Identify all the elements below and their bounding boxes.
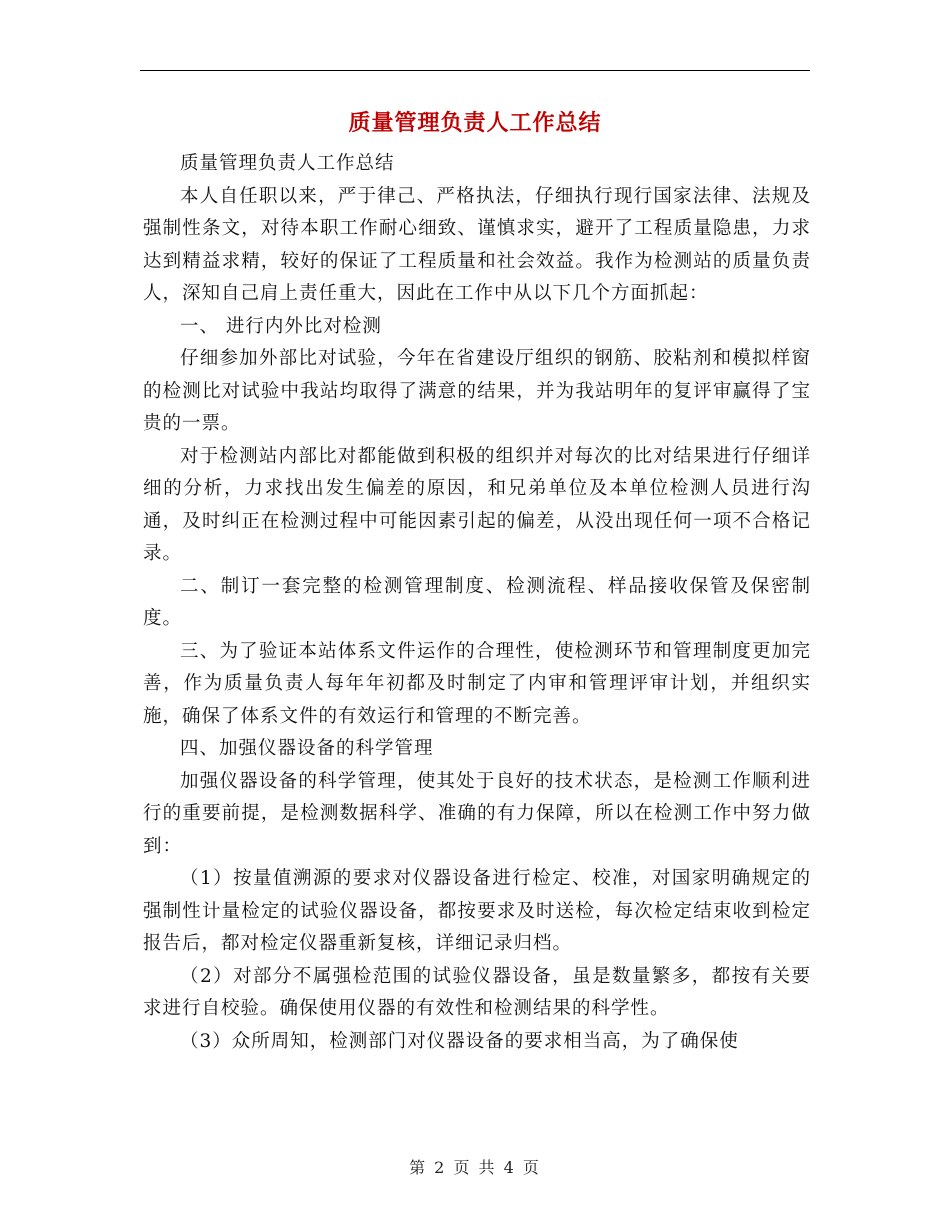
section-heading-4: 四、加强仪器设备的科学管理: [180, 738, 434, 759]
header-rule: [140, 70, 810, 71]
list-item: （3）众所周知，检测部门对仪器设备的要求相当高，为了确保使: [180, 1030, 739, 1052]
section-heading-1: 一、 进行内外比对检测: [180, 315, 382, 337]
document-body: [143, 148, 811, 1058]
section-heading-2: 二、制订一套完整的检测管理制度、检测流程、样品接收保管及保密制度。: [143, 575, 811, 629]
page-number: 第 2 页 共 4 页: [409, 1158, 541, 1177]
document-title: 质量管理负责人工作总结: [348, 111, 602, 136]
paragraph-subtitle: 质量管理负责人工作总结: [180, 153, 395, 174]
paragraph: 加强仪器设备的科学管理，使其处于良好的技术状态，是检测工作顺利进行的重要前提，是检测数据科学、准确的有力保障，所以在检测工作中努力做到：: [143, 770, 811, 857]
section-heading-3: 三、为了验证本站体系文件运作的合理性，使检测环节和管理制度更加完善，作为质量负责人每年年初都及时制定了内审和管理评审计划，并组织实施，确保了体系文件的有效运行和管理的不断完善。: [143, 640, 811, 727]
list-item: （1）按量值溯源的要求对仪器设备进行检定、校准，对国家明确规定的强制性计量检定的试验仪器设备，都按要求及时送检，每次检定结束收到检定报告后，都对检定仪器重新复核，详细记录归档。: [143, 868, 811, 954]
list-item: （2）对部分不属强检范围的试验仪器设备，虽是数量繁多，都按有关要求进行自校验。确保使用仪器的有效性和检测结果的科学性。: [143, 965, 811, 1019]
paragraph-intro: 本人自任职以来，严于律己、严格执法，仔细执行现行国家法律、法规及强制性条文，对待本职工作耐心细致、谨慎求实，避开了工程质量隐患，力求达到精益求精，较好的保证了工程质量和社会效益。我作为检测站的质量负责人，深知自己肩上责任重大，因此在工作中从以下几个方面抓起：: [143, 185, 811, 304]
paragraph: 仔细参加外部比对试验，今年在省建设厅组织的钢筋、胶粘剂和模拟样窗的检测比对试验中我站均取得了满意的结果，并为我站明年的复评审赢得了宝贵的一票。: [143, 348, 811, 434]
paragraph: 对于检测站内部比对都能做到积极的组织并对每次的比对结果进行仔细详细的分析，力求找出发生偏差的原因，和兄弟单位及本单位检测人员进行沟通，及时纠正在检测过程中可能因素引起的偏差，从没出现任何一项不合格记录。: [143, 445, 811, 564]
